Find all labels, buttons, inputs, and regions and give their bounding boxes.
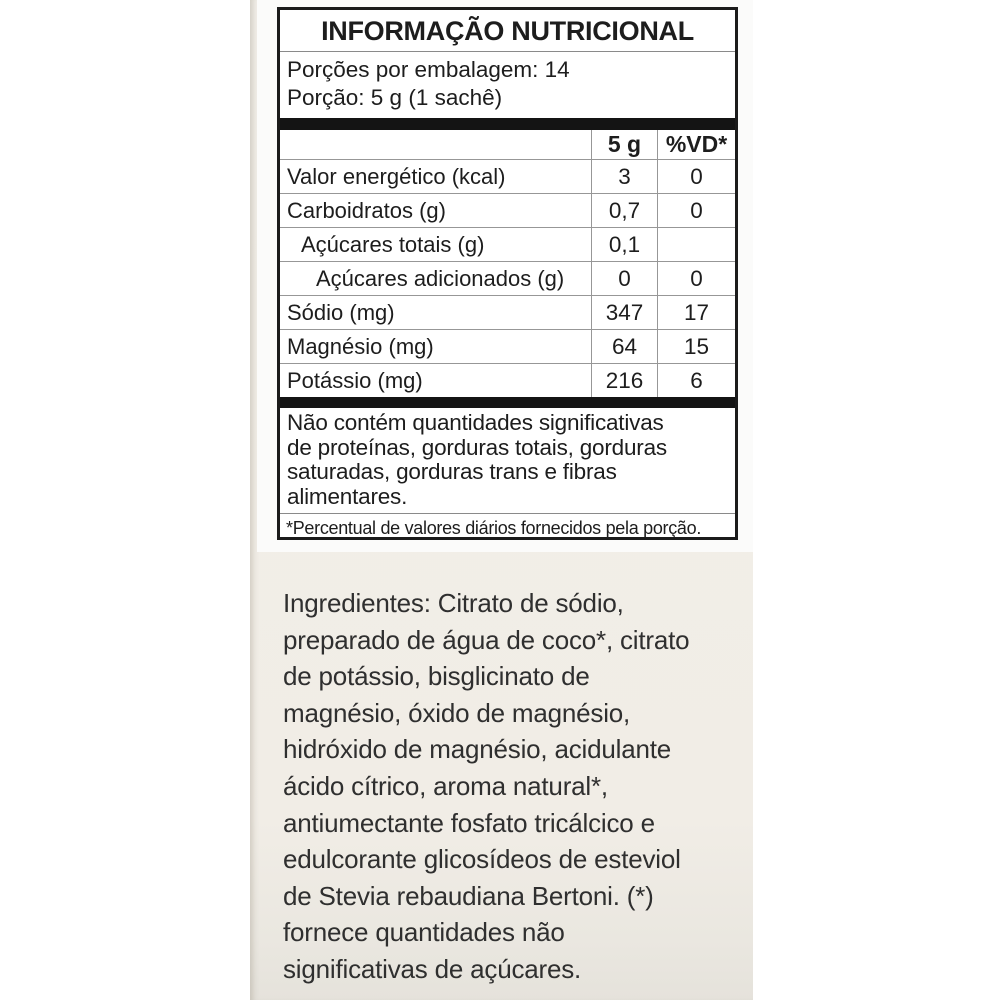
servings-per-package: Porções por embalagem: 14 <box>287 57 570 82</box>
nutrient-row <box>280 193 735 227</box>
nutrient-amount: 0 <box>591 262 657 295</box>
column-header-amount: 5 g <box>591 130 657 159</box>
nutrition-facts-table <box>277 7 738 540</box>
ingredient-line: preparado de água de coco*, citrato <box>283 624 690 655</box>
nutrient-dv: 0 <box>657 262 735 295</box>
serving-info <box>280 52 735 118</box>
note-line: Não contém quantidades significativas <box>287 410 664 435</box>
nutrient-name: Carboidratos (g) <box>287 197 446 223</box>
nutrient-row <box>280 261 735 295</box>
nutrient-name: Magnésio (mg) <box>287 333 434 359</box>
nutrition-table-title: INFORMAÇÃO NUTRICIONAL <box>321 16 694 46</box>
nutrient-row <box>280 329 735 363</box>
nutrient-amount: 216 <box>591 364 657 397</box>
insignificant-amounts-note <box>280 408 735 511</box>
nutrient-dv: 17 <box>657 296 735 329</box>
nutrient-dv: 0 <box>657 160 735 193</box>
note-line: saturadas, gorduras trans e fibras <box>287 459 617 484</box>
serving-size: Porção: 5 g (1 sachê) <box>287 85 503 110</box>
ingredient-line: Ingredientes: Citrato de sódio, <box>283 588 624 618</box>
ingredients-paragraph <box>283 585 745 988</box>
ingredient-line: hidróxido de magnésio, acidulante <box>283 734 671 765</box>
column-header-dv: %VD* <box>657 130 735 159</box>
nutrient-name: Açúcares adicionados (g) <box>316 265 565 291</box>
nutrient-row <box>280 363 735 397</box>
nutrient-row <box>280 295 735 329</box>
nutrient-dv: 15 <box>657 330 735 363</box>
nutrient-amount: 0,7 <box>591 194 657 227</box>
nutrient-dv: 6 <box>657 364 735 397</box>
ingredient-line: de potássio, bisglicinato de <box>283 661 590 692</box>
nutrient-name: Sódio (mg) <box>287 299 395 325</box>
ingredient-line: ácido cítrico, aroma natural*, <box>283 770 608 801</box>
note-line: alimentares. <box>287 483 408 509</box>
nutrient-name: Potássio (mg) <box>287 367 423 393</box>
nutrient-amount: 64 <box>591 330 657 363</box>
nutrient-grid <box>280 130 735 397</box>
thick-divider-top <box>280 118 735 130</box>
nutrient-row <box>280 159 735 193</box>
nutrient-name: Açúcares totais (g) <box>301 231 485 257</box>
nutrient-amount: 0,1 <box>591 228 657 261</box>
ingredient-line: antiumectante fosfato tricálcico e <box>283 807 655 838</box>
ingredient-line: magnésio, óxido de magnésio, <box>283 697 631 728</box>
daily-values-footnote: *Percentual de valores diários fornecidos pela porção. <box>280 513 735 543</box>
ingredient-line: edulcorante glicosídeos de esteviol <box>283 844 681 875</box>
nutrient-header-row <box>280 130 735 159</box>
nutrient-amount: 347 <box>591 296 657 329</box>
nutrient-dv <box>657 228 735 261</box>
nutrient-amount: 3 <box>591 160 657 193</box>
ingredient-line: significativas de açúcares. <box>283 953 582 984</box>
nutrient-row <box>280 227 735 261</box>
note-line: de proteínas, gorduras totais, gorduras <box>287 434 667 460</box>
ingredient-line: de Stevia rebaudiana Bertoni. (*) <box>283 880 654 911</box>
ingredient-line: fornece quantidades não <box>283 917 565 948</box>
nutrient-dv: 0 <box>657 194 735 227</box>
thick-divider-bottom <box>280 397 735 408</box>
nutrient-name: Valor energético (kcal) <box>287 163 506 189</box>
